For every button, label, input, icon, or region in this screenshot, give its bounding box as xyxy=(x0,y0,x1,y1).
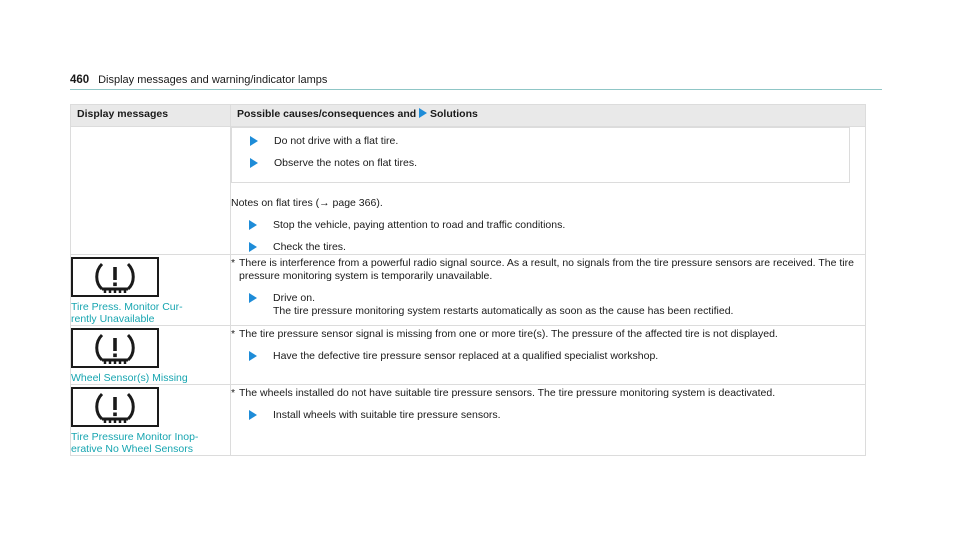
tire-pressure-warning-icon xyxy=(71,387,159,427)
flat-tire-note-box xyxy=(231,127,850,183)
warning-message-label: Tire Press. Monitor Cur- rently Unavailable xyxy=(71,301,183,325)
step-arrow-icon xyxy=(249,220,257,230)
tire-pressure-warning-icon xyxy=(71,328,159,368)
solutions-arrow-icon xyxy=(419,108,427,118)
step-arrow-icon xyxy=(249,351,257,361)
step-arrow-icon xyxy=(250,158,258,168)
cause-text: * There is interference from a powerful radio signal source. As a result, no signals from the tire pressure sensors are received. The tire pressure monitoring system is temporarily unavailable. xyxy=(231,257,854,282)
causes-cell xyxy=(231,255,866,326)
tire-pressure-warning-icon xyxy=(71,257,159,297)
step-arrow-icon xyxy=(249,410,257,420)
step-item: Do not drive with a flat tire. xyxy=(232,135,849,148)
table-row xyxy=(71,127,866,255)
page-number: 460 xyxy=(70,74,90,86)
table-row xyxy=(71,385,866,456)
cause-text: * The tire pressure sensor signal is missing from one or more tire(s). The pressure of the affected tire is not displayed. xyxy=(231,328,778,340)
display-messages-table xyxy=(70,104,866,456)
table-header-row xyxy=(71,105,866,127)
notes-reference-link[interactable]: Notes on flat tires (→ page 366). xyxy=(231,197,383,209)
warning-message-label: Wheel Sensor(s) Missing xyxy=(71,372,188,384)
page-header xyxy=(70,74,882,88)
causes-cell xyxy=(231,127,866,255)
page-title: Display messages and warning/indicator lamps xyxy=(98,74,328,86)
display-message-cell-empty xyxy=(71,127,231,255)
col-header-display-messages: Display messages xyxy=(71,105,231,127)
step-item: Install wheels with suitable tire pressure sensors. xyxy=(231,409,865,422)
causes-cell xyxy=(231,326,866,385)
step-item: Have the defective tire pressure sensor replaced at a qualified specialist workshop. xyxy=(231,350,865,363)
cause-text: * The wheels installed do not have suitable tire pressure sensors. The tire pressure monitoring system is deactivated. xyxy=(231,387,776,399)
table-row xyxy=(71,326,866,385)
warning-message-label: Tire Pressure Monitor Inop- erative No Wheel Sensors xyxy=(71,431,199,455)
header-rule xyxy=(70,89,882,90)
col-header-causes-solutions: Possible causes/consequences and Solutions xyxy=(231,105,866,127)
display-message-cell xyxy=(71,255,231,326)
step-arrow-icon xyxy=(249,293,257,303)
step-item: Stop the vehicle, paying attention to road and traffic conditions. xyxy=(231,219,865,232)
causes-cell xyxy=(231,385,866,456)
table-row xyxy=(71,255,866,326)
step-item: Observe the notes on flat tires. xyxy=(232,157,849,170)
step-item: Drive on. The tire pressure monitoring system restarts automatically as soon as the cause has been rectified. xyxy=(231,292,865,318)
display-message-cell xyxy=(71,385,231,456)
step-arrow-icon xyxy=(249,242,257,252)
step-item: Check the tires. xyxy=(231,241,865,254)
display-message-cell xyxy=(71,326,231,385)
step-arrow-icon xyxy=(250,136,258,146)
